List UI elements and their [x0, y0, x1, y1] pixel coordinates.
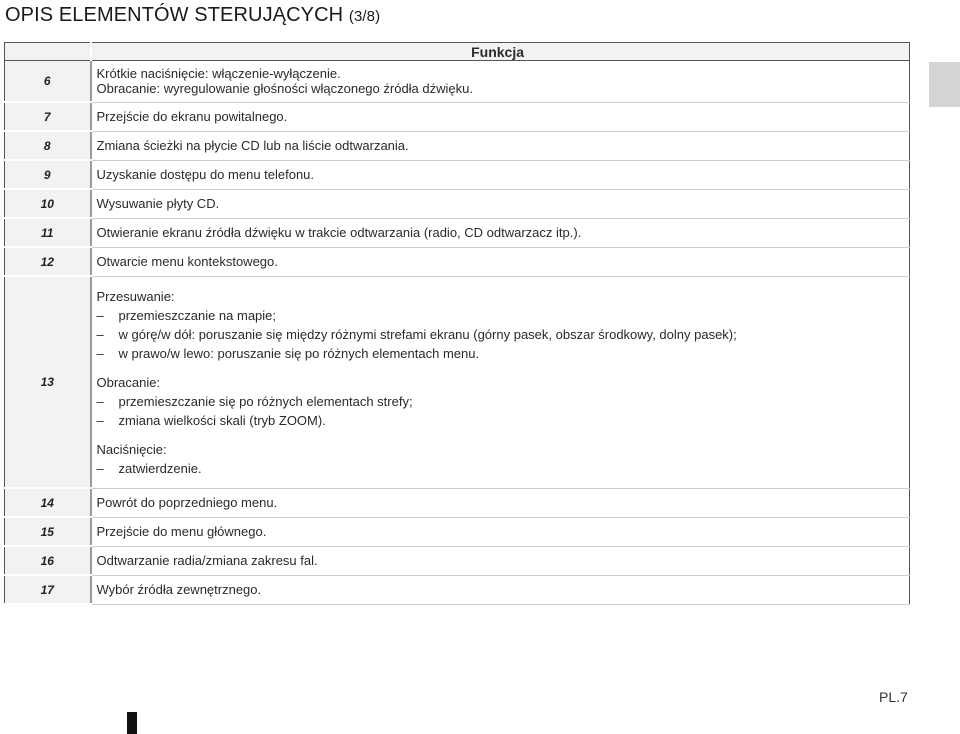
- function-line: Obracanie: wyregulowanie głośności włączonego źródła dźwięku.: [96, 81, 473, 97]
- row-function: Uzyskanie dostępu do menu telefonu.: [91, 160, 910, 189]
- page-part-indicator: (3/8): [348, 8, 381, 25]
- dash-glyph: –: [96, 307, 104, 323]
- row-function: [91, 61, 910, 103]
- row-number: 15: [5, 517, 91, 546]
- page-number: PL.7: [879, 689, 908, 705]
- table-header-number: [5, 43, 91, 61]
- row-function: [91, 276, 910, 488]
- dash-glyph: –: [96, 412, 104, 428]
- row-function: Przejście do menu głównego.: [91, 517, 910, 546]
- table-row: [5, 517, 910, 546]
- group-heading: Obracanie:: [96, 374, 161, 390]
- list-item: [97, 411, 910, 430]
- row-number: 14: [5, 488, 91, 517]
- function-line: Krótkie naciśnięcie: włączenie-wyłączenie.: [96, 66, 341, 82]
- row-function: Zmiana ścieżki na płycie CD lub na liście odtwarzania.: [91, 131, 910, 160]
- list-item-text: w górę/w dół: poruszanie się między różnymi strefami ekranu (górny pasek, obszar środkowy, dolny pasek);: [118, 326, 737, 342]
- row-number: 13: [5, 276, 91, 488]
- list-item: [97, 392, 910, 411]
- row-number: 7: [5, 102, 91, 131]
- row-number: 10: [5, 189, 91, 218]
- row-function: Otwieranie ekranu źródła dźwięku w trakcie odtwarzania (radio, CD odtwarzacz itp.).: [91, 218, 910, 247]
- list-item: [97, 344, 910, 363]
- row-number: 11: [5, 218, 91, 247]
- row-number: 6: [5, 61, 91, 103]
- row-number: 17: [5, 575, 91, 604]
- table-row: [5, 160, 910, 189]
- row-function: Otwarcie menu kontekstowego.: [91, 247, 910, 276]
- row-function: Przejście do ekranu powitalnego.: [91, 102, 910, 131]
- dash-glyph: –: [96, 326, 104, 342]
- page-edge-marker: [127, 712, 137, 734]
- row-function: Odtwarzanie radia/zmiana zakresu fal.: [91, 546, 910, 575]
- table-header-function: Funkcja: [91, 43, 910, 61]
- row-function: Wysuwanie płyty CD.: [91, 189, 910, 218]
- list-item-text: zmiana wielkości skali (tryb ZOOM).: [118, 412, 326, 428]
- table-row: [5, 546, 910, 575]
- list-item-text: zatwierdzenie.: [118, 460, 202, 476]
- table-row: [5, 61, 910, 103]
- row-number: 16: [5, 546, 91, 575]
- controls-table: [4, 42, 910, 605]
- row-function: Wybór źródła zewnętrznego.: [91, 575, 910, 604]
- list-item: [97, 459, 910, 478]
- row-number: 9: [5, 160, 91, 189]
- group-heading: Przesuwanie:: [96, 288, 175, 304]
- table-row: [5, 189, 910, 218]
- page-title: [5, 2, 380, 30]
- row-number: 12: [5, 247, 91, 276]
- dash-glyph: –: [96, 393, 104, 409]
- table-row: [5, 575, 910, 604]
- list-item-text: przemieszczanie na mapie;: [118, 307, 277, 323]
- list-item: [97, 306, 910, 325]
- list-item: [97, 325, 910, 344]
- list-item-text: przemieszczanie się po różnych elementach strefy;: [118, 393, 413, 409]
- dash-glyph: –: [96, 460, 104, 476]
- table-row: [5, 218, 910, 247]
- table-row: [5, 102, 910, 131]
- table-row: [5, 276, 910, 488]
- table-row: [5, 488, 910, 517]
- list-item-text: w prawo/w lewo: poruszanie się po różnych elementach menu.: [118, 345, 480, 361]
- section-tab-marker: [929, 62, 960, 107]
- table-row: [5, 131, 910, 160]
- group-heading: Naciśnięcie:: [96, 441, 167, 457]
- row-number: 8: [5, 131, 91, 160]
- row-function: Powrót do poprzedniego menu.: [91, 488, 910, 517]
- page-title-text: OPIS ELEMENTÓW STERUJĄCYCH: [5, 4, 344, 26]
- dash-glyph: –: [96, 345, 104, 361]
- table-row: [5, 247, 910, 276]
